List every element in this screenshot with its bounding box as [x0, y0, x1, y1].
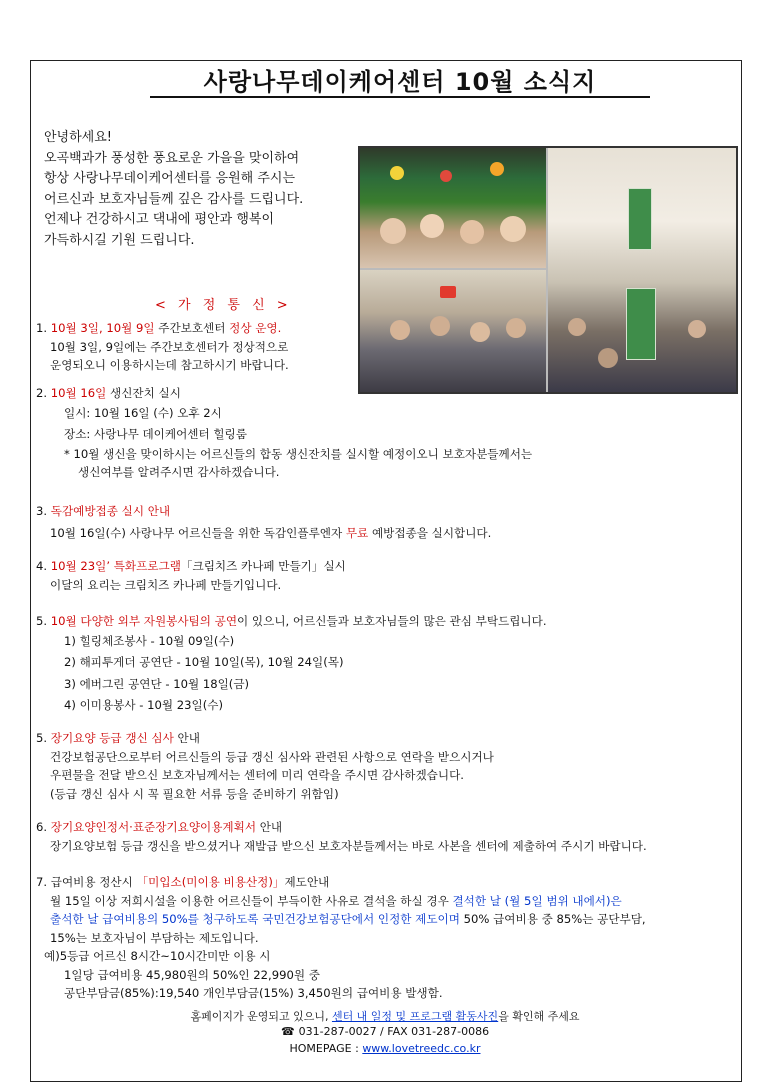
- item-highlight: 10월 16일: [50, 386, 107, 400]
- item-highlight: 장기요양인정서·표준장기요양이용계획서: [50, 820, 257, 834]
- item-number: 5.: [36, 731, 48, 745]
- item-heading-text: 제도안내: [284, 875, 330, 889]
- item-line: 일시: 10월 16일 (수) 오후 2시: [64, 405, 222, 420]
- item-line: 생신여부를 알려주시면 감사하겠습니다.: [78, 465, 280, 479]
- item-line: 2) 해피투게더 공연단 - 10월 10일(목), 10월 24일(목): [64, 655, 344, 669]
- section-title: < 가 정 통 신 >: [155, 298, 292, 313]
- item-heading-text: 급여비용 정산시: [50, 875, 137, 889]
- photo-figure: [420, 214, 444, 238]
- item-line: 이달의 요리는 크림치즈 카나페 만들기입니다.: [50, 577, 282, 592]
- greeting-line: 가득하시길 기원 드립니다.: [44, 232, 195, 248]
- item-line: 1) 힐링체조봉사 - 10월 09일(수): [64, 633, 235, 648]
- greeting-line: 안녕하세요!: [44, 130, 113, 145]
- photo-figure: [440, 286, 456, 298]
- item-heading: [36, 612, 547, 631]
- phone-icon: ☎: [280, 1025, 295, 1038]
- item-heading-text: 주간보호센터: [154, 321, 230, 335]
- notice-item-1: [36, 319, 289, 375]
- photo-figure: [390, 320, 410, 340]
- item-highlight: 결석한 날 (월 5일 범위 내에서)은: [452, 893, 622, 908]
- item-heading-text: 이 있으니, 어르신들과 보호자님들의 많은 관심 부탁드립니다.: [237, 614, 547, 628]
- item-highlight: 정상 운영.: [229, 321, 282, 335]
- photo-mat: [626, 288, 656, 360]
- notice-item-3: [36, 502, 491, 542]
- item-line: 장기요양보험 등급 갱신을 받으셨거나 재발급 받으신 보호자분들께서는 바로 사본을 센터에 제출하여 주시기 바랍니다.: [50, 838, 647, 853]
- item-highlight: 「미입소(미이용 비용산정)」: [136, 875, 285, 889]
- greeting-line: 어르신과 보호자님들께 깊은 감사를 드립니다.: [44, 191, 304, 207]
- item-highlight: 출석한 날 급여비용의 50%를 청구하도록 국민건강보험공단에서 인정한 제도이며: [50, 912, 460, 926]
- homepage-link[interactable]: www.lovetreedc.co.kr: [362, 1042, 481, 1055]
- item-heading: [36, 319, 289, 338]
- photo-mat: [628, 188, 652, 250]
- item-line-text: 50% 급여비용 중 85%는 공단부담,: [459, 912, 646, 926]
- item-highlight: 장기요양 등급 갱신 심사: [50, 731, 174, 745]
- photo-figure: [380, 218, 406, 244]
- item-line: 예)5등급 어르신 8시간~10시간미만 이용 시: [44, 949, 271, 963]
- notice-item-7: [36, 818, 647, 855]
- item-number: 4.: [36, 559, 48, 573]
- photo-figure: [506, 318, 526, 338]
- item-heading-text: 안내: [256, 820, 283, 834]
- item-line: 건강보험공단으로부터 어르신들의 등급 갱신 심사와 관련된 사항으로 연락을 받으시거나: [50, 749, 494, 764]
- item-heading: [36, 729, 494, 748]
- item-line: [36, 524, 491, 543]
- footer-homepage: [0, 1042, 770, 1055]
- item-number: 2.: [36, 386, 48, 400]
- photo-figure: [598, 348, 618, 368]
- greeting-line: 언제나 건강하시고 댁내에 평안과 행복이: [44, 212, 275, 227]
- photo-figure: [460, 220, 484, 244]
- item-number: 5.: [36, 614, 48, 628]
- notice-item-6: [36, 729, 494, 803]
- item-highlight: 10월 다양한 외부 자원봉사팀의 공연: [50, 614, 238, 628]
- item-line-text: 예방접종을 실시합니다.: [368, 525, 492, 540]
- footer-phone: 031-287-0027 / FAX 031-287-0086: [298, 1025, 490, 1038]
- notice-item-8: [36, 873, 646, 1003]
- notice-item-4: [36, 557, 346, 594]
- item-line: 15%는 보호자님이 부담하는 제도입니다.: [50, 930, 259, 945]
- item-highlight: 10월 23일’ 특화프로그램: [50, 559, 181, 573]
- greeting-line: 오곡백과가 풍성한 풍요로운 가을을 맞이하여: [44, 150, 300, 166]
- item-number: 3.: [36, 504, 48, 518]
- item-heading-text: 「크림치즈 카나페 만들기」실시: [180, 559, 346, 573]
- photo-figure: [500, 216, 526, 242]
- item-line: (등급 갱신 심사 시 꼭 필요한 서류 등을 준비하기 위함임): [50, 786, 339, 801]
- photo-craft-activity: [360, 148, 546, 268]
- notice-item-2: [36, 384, 532, 482]
- activity-photo-collage: [358, 146, 738, 394]
- item-line: * 10월 생신을 맞이하시는 어르신들의 합동 생신잔치를 실시할 예정이오니 보호자분들께서는: [64, 446, 533, 461]
- item-highlight: 10월 3일, 10월 9일: [50, 321, 155, 335]
- item-line: 10월 3일, 9일에는 주간보호센터가 정상적으로: [50, 339, 289, 354]
- photo-figure: [490, 162, 504, 176]
- item-line: 1일당 급여비용 45,980원의 50%인 22,990원 중: [64, 967, 320, 982]
- photo-exercise-activity: [548, 148, 736, 392]
- footer-contact: [0, 1025, 770, 1038]
- item-heading: [36, 818, 647, 837]
- greeting-block: [44, 128, 303, 251]
- item-line: 4) 이미용봉사 - 10월 23일(수): [64, 698, 223, 712]
- item-heading: [36, 557, 346, 576]
- item-line: [36, 892, 646, 911]
- item-heading: [36, 873, 646, 892]
- footer-notice: [0, 1008, 770, 1024]
- greeting-line: 항상 사랑나무데이케어센터를 응원해 주시는: [44, 171, 295, 186]
- title-underline: [150, 96, 650, 98]
- item-highlight: 독감예방접종 실시 안내: [50, 504, 171, 518]
- item-number: 1.: [36, 321, 48, 335]
- photo-group-activity: [360, 270, 546, 392]
- footer-homepage-label: HOMEPAGE :: [289, 1042, 363, 1055]
- item-line: 3) 에버그린 공연단 - 10월 18일(금): [64, 676, 250, 691]
- item-heading: [36, 384, 532, 403]
- item-line: [36, 910, 646, 929]
- item-heading-text: 생신잔치 실시: [106, 386, 181, 400]
- footer-highlight: 센터 내 일정 및 프로그램 활동사진: [331, 1010, 499, 1023]
- item-number: 7.: [36, 875, 48, 889]
- item-line: 우편물을 전달 받으신 보호자님께서는 센터에 미리 연락을 주시면 감사하겠습니다.: [50, 768, 464, 782]
- item-line: 운영되오니 이용하시는데 참고하시기 바랍니다.: [50, 358, 289, 372]
- photo-figure: [688, 320, 706, 338]
- photo-figure: [430, 316, 450, 336]
- footer-text: 홈페이지가 운영되고 있으니,: [190, 1010, 332, 1023]
- notice-item-5: [36, 612, 547, 717]
- footer-text: 을 확인해 주세요: [498, 1010, 580, 1023]
- photo-figure: [390, 166, 404, 180]
- item-line: 장소: 사랑나무 데이케어센터 힐링룸: [64, 426, 247, 441]
- photo-figure: [470, 322, 490, 342]
- page-title: 사랑나무데이케어센터 10월 소식지: [203, 68, 597, 96]
- item-heading: [36, 502, 491, 521]
- item-number: 6.: [36, 820, 48, 834]
- photo-figure: [440, 170, 452, 182]
- item-line-text: 10월 16일(수) 사랑나무 어르신들을 위한 독감인플루엔자: [50, 525, 346, 540]
- item-heading-text: 안내: [173, 731, 200, 745]
- item-line: 공단부담금(85%):19,540 개인부담금(15%) 3,450원의 급여비용 발생함.: [64, 986, 443, 1000]
- item-line-text: 월 15일 이상 저희시설을 이용한 어르신들이 부득이한 사유로 결석을 하실 경우: [50, 893, 453, 908]
- item-highlight: 무료: [345, 525, 369, 540]
- photo-figure: [568, 318, 586, 336]
